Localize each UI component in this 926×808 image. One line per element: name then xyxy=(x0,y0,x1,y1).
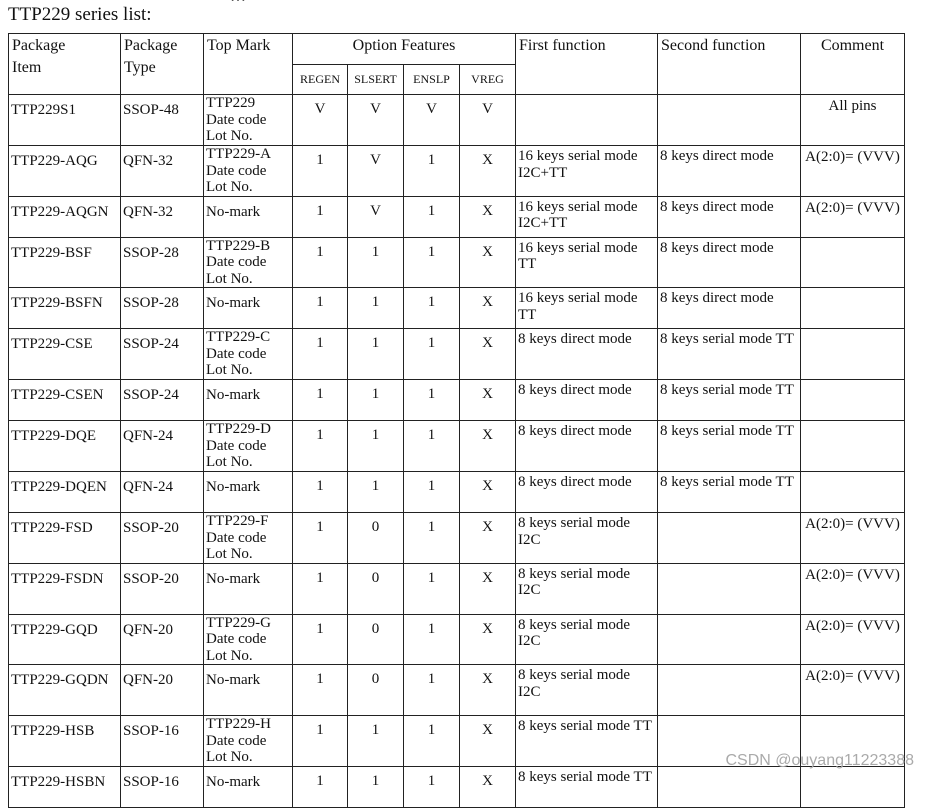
cell-option-enslp: 1 xyxy=(404,196,460,237)
cell-option-slsert: 1 xyxy=(348,380,404,421)
cell-top-mark: TTP229-B Date code Lot No. xyxy=(204,237,293,288)
cell-package-item: TTP229-HSB xyxy=(9,716,121,767)
cell-second-function xyxy=(658,95,801,146)
cell-package-type: QFN-24 xyxy=(121,472,204,513)
cell-package-item: TTP229-DQEN xyxy=(9,472,121,513)
cell-option-enslp: 1 xyxy=(404,513,460,564)
cell-comment xyxy=(801,288,905,329)
cell-option-regen: 1 xyxy=(293,380,348,421)
cell-package-type: QFN-24 xyxy=(121,421,204,472)
cell-comment xyxy=(801,472,905,513)
cell-option-enslp: 1 xyxy=(404,380,460,421)
cell-option-enslp: 1 xyxy=(404,614,460,665)
cell-package-type: QFN-32 xyxy=(121,146,204,197)
cell-option-slsert: 0 xyxy=(348,513,404,564)
series-table xyxy=(8,33,905,808)
cell-option-vreg: X xyxy=(460,421,516,472)
cell-option-slsert: 1 xyxy=(348,766,404,807)
cell-option-enslp: 1 xyxy=(404,237,460,288)
cell-second-function xyxy=(658,563,801,614)
header-option-features: Option Features xyxy=(293,34,516,65)
cell-option-vreg: X xyxy=(460,380,516,421)
cell-comment xyxy=(801,237,905,288)
cell-package-type: QFN-32 xyxy=(121,196,204,237)
cell-second-function: 8 keys serial mode TT xyxy=(658,380,801,421)
cell-second-function xyxy=(658,513,801,564)
cell-option-vreg: X xyxy=(460,766,516,807)
cell-option-regen: 1 xyxy=(293,716,348,767)
cell-option-enslp: 1 xyxy=(404,421,460,472)
cell-second-function xyxy=(658,665,801,716)
table-row xyxy=(9,665,905,716)
header-second-function: Second function xyxy=(658,34,801,95)
page-title: TTP229 series list: xyxy=(8,4,152,25)
cell-first-function: 8 keys direct mode xyxy=(516,380,658,421)
cell-first-function: 8 keys serial mode TT xyxy=(516,766,658,807)
cell-option-enslp: 1 xyxy=(404,563,460,614)
cell-option-regen: 1 xyxy=(293,288,348,329)
cell-first-function: 16 keys serial mode I2C+TT xyxy=(516,196,658,237)
cell-first-function: 8 keys serial mode I2C xyxy=(516,665,658,716)
cell-option-regen: 1 xyxy=(293,614,348,665)
cell-second-function: 8 keys serial mode TT xyxy=(658,472,801,513)
cell-package-type: SSOP-28 xyxy=(121,288,204,329)
cell-package-type: SSOP-24 xyxy=(121,380,204,421)
table-body xyxy=(9,95,905,808)
header-top-mark: Top Mark xyxy=(204,34,293,95)
cell-top-mark: No-mark xyxy=(204,380,293,421)
cell-option-vreg: X xyxy=(460,614,516,665)
cell-option-vreg: X xyxy=(460,716,516,767)
cell-option-slsert: 0 xyxy=(348,614,404,665)
cell-option-slsert: 1 xyxy=(348,716,404,767)
cell-top-mark: TTP229-H Date code Lot No. xyxy=(204,716,293,767)
cell-option-regen: 1 xyxy=(293,563,348,614)
cell-option-regen: 1 xyxy=(293,665,348,716)
cell-comment: A(2:0)= (VVV) xyxy=(801,614,905,665)
cell-top-mark: TTP229-G Date code Lot No. xyxy=(204,614,293,665)
cell-package-type: SSOP-28 xyxy=(121,237,204,288)
cell-comment: A(2:0)= (VVV) xyxy=(801,196,905,237)
header-option-slsert: SLSERT xyxy=(348,65,404,95)
cell-second-function xyxy=(658,614,801,665)
cell-package-type: SSOP-48 xyxy=(121,95,204,146)
cell-package-item: TTP229-GQD xyxy=(9,614,121,665)
header-option-enslp: ENSLP xyxy=(404,65,460,95)
cell-package-item: TTP229-FSDN xyxy=(9,563,121,614)
cell-option-slsert: 1 xyxy=(348,237,404,288)
cell-first-function: 8 keys serial mode I2C xyxy=(516,614,658,665)
header-row-1 xyxy=(9,34,905,65)
table-row xyxy=(9,146,905,197)
table-row xyxy=(9,513,905,564)
cell-first-function: 16 keys serial mode TT xyxy=(516,288,658,329)
cell-first-function: 16 keys serial mode I2C+TT xyxy=(516,146,658,197)
cell-package-item: TTP229-GQDN xyxy=(9,665,121,716)
table-row xyxy=(9,766,905,807)
table-row xyxy=(9,563,905,614)
cell-top-mark: TTP229-F Date code Lot No. xyxy=(204,513,293,564)
cell-second-function: 8 keys direct mode xyxy=(658,146,801,197)
cell-top-mark: TTP229-A Date code Lot No. xyxy=(204,146,293,197)
cell-option-slsert: 0 xyxy=(348,665,404,716)
cell-option-enslp: 1 xyxy=(404,146,460,197)
cell-package-type: SSOP-24 xyxy=(121,329,204,380)
cell-option-slsert: 1 xyxy=(348,421,404,472)
cell-option-regen: 1 xyxy=(293,766,348,807)
cell-first-function xyxy=(516,95,658,146)
cell-package-type: QFN-20 xyxy=(121,665,204,716)
cell-option-slsert: 1 xyxy=(348,329,404,380)
cell-option-enslp: 1 xyxy=(404,472,460,513)
cell-comment xyxy=(801,329,905,380)
cell-top-mark: TTP229-C Date code Lot No. xyxy=(204,329,293,380)
cell-top-mark: No-mark xyxy=(204,563,293,614)
cell-comment xyxy=(801,766,905,807)
header-option-vreg: VREG xyxy=(460,65,516,95)
table-row xyxy=(9,288,905,329)
cell-option-vreg: V xyxy=(460,95,516,146)
cell-second-function: 8 keys direct mode xyxy=(658,288,801,329)
cell-package-item: TTP229-CSE xyxy=(9,329,121,380)
cell-top-mark: TTP229 Date code Lot No. xyxy=(204,95,293,146)
cell-second-function: 8 keys serial mode TT xyxy=(658,329,801,380)
cell-option-slsert: 1 xyxy=(348,288,404,329)
cell-first-function: 8 keys serial mode I2C xyxy=(516,513,658,564)
header-package-item: Package Item xyxy=(9,34,121,95)
cell-option-enslp: 1 xyxy=(404,665,460,716)
cell-option-regen: 1 xyxy=(293,329,348,380)
cell-package-type: SSOP-16 xyxy=(121,716,204,767)
cell-option-slsert: V xyxy=(348,95,404,146)
cell-first-function: 8 keys direct mode xyxy=(516,329,658,380)
cell-top-mark: No-mark xyxy=(204,766,293,807)
table-row xyxy=(9,421,905,472)
cell-package-item: TTP229-AQGN xyxy=(9,196,121,237)
cell-package-item: TTP229-DQE xyxy=(9,421,121,472)
cell-option-vreg: X xyxy=(460,513,516,564)
cell-option-enslp: 1 xyxy=(404,766,460,807)
table-row xyxy=(9,196,905,237)
cell-comment xyxy=(801,421,905,472)
cell-first-function: 8 keys serial mode TT xyxy=(516,716,658,767)
table-row xyxy=(9,380,905,421)
cell-package-item: TTP229-FSD xyxy=(9,513,121,564)
cell-comment: A(2:0)= (VVV) xyxy=(801,146,905,197)
cell-option-regen: 1 xyxy=(293,421,348,472)
table-row xyxy=(9,472,905,513)
cell-option-enslp: 1 xyxy=(404,716,460,767)
cell-option-regen: 1 xyxy=(293,146,348,197)
cell-option-vreg: X xyxy=(460,563,516,614)
header-option-regen: REGEN xyxy=(293,65,348,95)
cell-package-item: TTP229S1 xyxy=(9,95,121,146)
cell-second-function xyxy=(658,766,801,807)
cell-comment xyxy=(801,380,905,421)
table-row xyxy=(9,237,905,288)
cell-package-item: TTP229-BSFN xyxy=(9,288,121,329)
cell-option-vreg: X xyxy=(460,665,516,716)
cell-package-type: SSOP-20 xyxy=(121,563,204,614)
table-row xyxy=(9,614,905,665)
table-row xyxy=(9,95,905,146)
cell-option-enslp: V xyxy=(404,95,460,146)
cell-second-function: 8 keys direct mode xyxy=(658,237,801,288)
cell-option-vreg: X xyxy=(460,237,516,288)
cell-first-function: 16 keys serial mode TT xyxy=(516,237,658,288)
cell-option-regen: V xyxy=(293,95,348,146)
cell-package-type: SSOP-16 xyxy=(121,766,204,807)
table-row xyxy=(9,329,905,380)
cell-option-slsert: V xyxy=(348,196,404,237)
cell-comment: A(2:0)= (VVV) xyxy=(801,665,905,716)
cell-first-function: 8 keys serial mode I2C xyxy=(516,563,658,614)
cell-option-slsert: 0 xyxy=(348,563,404,614)
cell-package-type: SSOP-20 xyxy=(121,513,204,564)
header-package-type: Package Type xyxy=(121,34,204,95)
cell-top-mark: No-mark xyxy=(204,472,293,513)
cell-top-mark: No-mark xyxy=(204,288,293,329)
cell-comment: A(2:0)= (VVV) xyxy=(801,513,905,564)
cell-option-vreg: X xyxy=(460,288,516,329)
cell-top-mark: TTP229-D Date code Lot No. xyxy=(204,421,293,472)
cell-option-enslp: 1 xyxy=(404,288,460,329)
cell-option-vreg: X xyxy=(460,329,516,380)
cell-comment: A(2:0)= (VVV) xyxy=(801,563,905,614)
cell-package-item: TTP229-CSEN xyxy=(9,380,121,421)
cell-option-regen: 1 xyxy=(293,513,348,564)
cell-option-regen: 1 xyxy=(293,196,348,237)
cell-package-type: QFN-20 xyxy=(121,614,204,665)
header-comment: Comment xyxy=(801,34,905,95)
cell-package-item: TTP229-AQG xyxy=(9,146,121,197)
cell-comment: All pins xyxy=(801,95,905,146)
watermark: CSDN @ouyang11223388 xyxy=(725,752,914,769)
cell-first-function: 8 keys direct mode xyxy=(516,472,658,513)
header-first-function: First function xyxy=(516,34,658,95)
cell-option-slsert: V xyxy=(348,146,404,197)
cell-option-slsert: 1 xyxy=(348,472,404,513)
cell-option-vreg: X xyxy=(460,146,516,197)
cell-top-mark: No-mark xyxy=(204,196,293,237)
cell-option-vreg: X xyxy=(460,472,516,513)
cell-package-item: TTP229-HSBN xyxy=(9,766,121,807)
cell-top-mark: No-mark xyxy=(204,665,293,716)
cell-second-function: 8 keys direct mode xyxy=(658,196,801,237)
cell-option-regen: 1 xyxy=(293,237,348,288)
cell-package-item: TTP229-BSF xyxy=(9,237,121,288)
cell-option-vreg: X xyxy=(460,196,516,237)
cell-second-function: 8 keys serial mode TT xyxy=(658,421,801,472)
cell-first-function: 8 keys direct mode xyxy=(516,421,658,472)
cell-option-enslp: 1 xyxy=(404,329,460,380)
cell-option-regen: 1 xyxy=(293,472,348,513)
